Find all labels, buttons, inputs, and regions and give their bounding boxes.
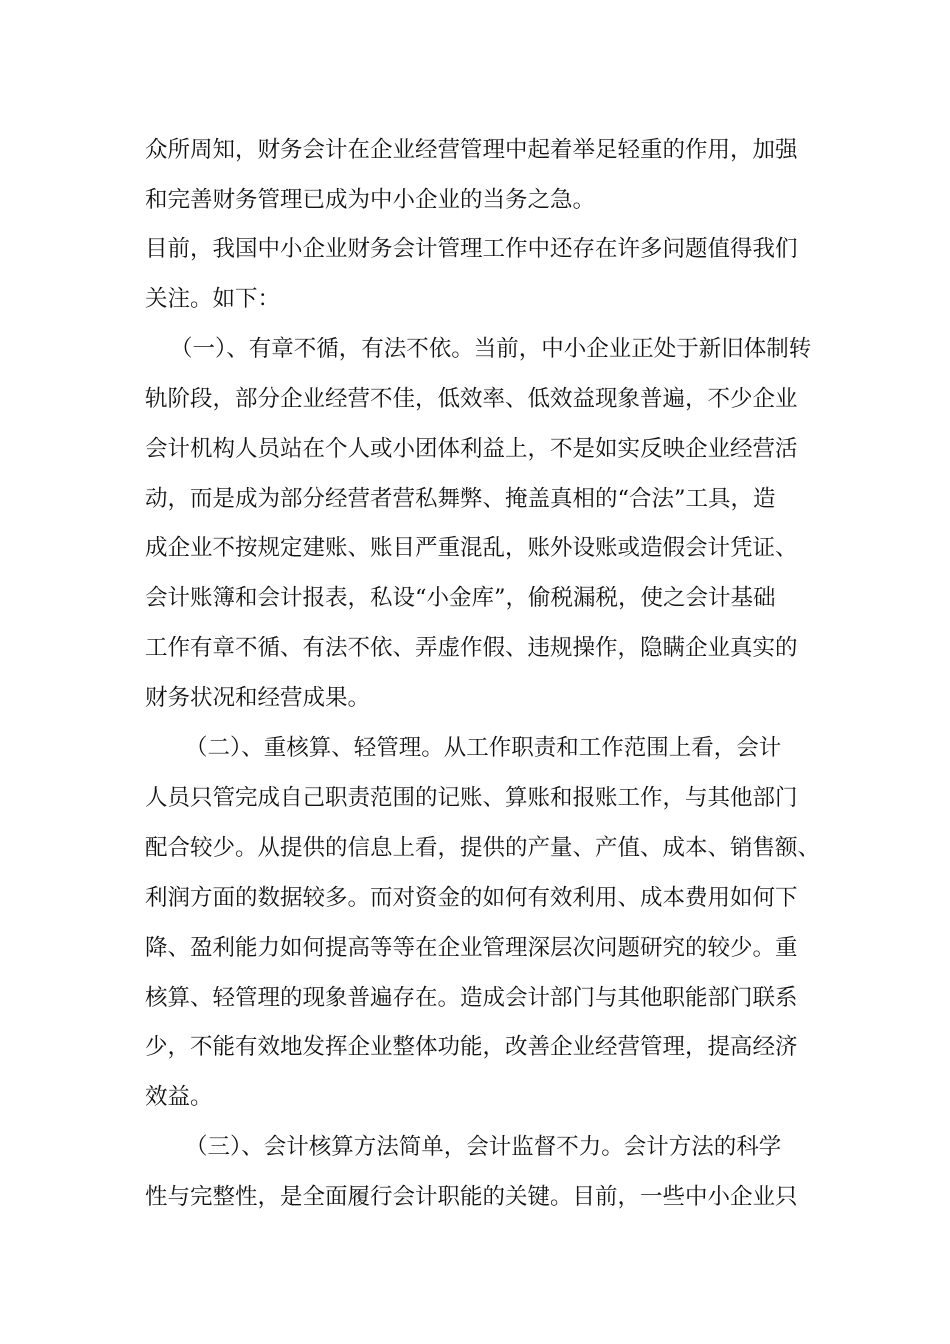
text-line: 工作有章不循、有法不依、弄虚作假、违规操作，隐瞒企业真实的 bbox=[145, 635, 798, 661]
text-line: 性与完整性，是全面履行会计职能的关键。目前，一些中小企业只 bbox=[145, 1184, 798, 1210]
text-line: 会计机构人员站在个人或小团体利益上，不是如实反映企业经营活 bbox=[145, 436, 798, 462]
text-line: （一）、有章不循，有法不依。当前，中小企业正处于新旧体制转 bbox=[170, 336, 812, 362]
text-line: 利润方面的数据较多。而对资金的如何有效利用、成本费用如何下 bbox=[145, 885, 798, 911]
text-line: 和完善财务管理已成为中小企业的当务之急。 bbox=[145, 187, 596, 213]
text-line: （三）、会计核算方法简单，会计监督不力。会计方法的科学 bbox=[185, 1134, 782, 1160]
text-line: 降、盈利能力如何提高等等在企业管理深层次问题研究的较少。重 bbox=[145, 935, 798, 961]
text-line: 少，不能有效地发挥企业整体功能，改善企业经营管理，提高经济 bbox=[145, 1034, 798, 1060]
text-line: 目前，我国中小企业财务会计管理工作中还存在许多问题值得我们 bbox=[145, 236, 798, 262]
text-line: 会计账簿和会计报表，私设“小金库”，偷税漏税，使之会计基础 bbox=[145, 585, 776, 611]
text-line: 轨阶段，部分企业经营不佳，低效率、低效益现象普遍，不少企业 bbox=[145, 386, 798, 412]
text-line: 众所周知，财务会计在企业经营管理中起着举足轻重的作用，加强 bbox=[145, 137, 798, 163]
text-line: 动，而是成为部分经营者营私舞弊、掩盖真相的“合法”工具，造 bbox=[145, 486, 776, 512]
text-line: 关注。如下： bbox=[145, 286, 281, 312]
text-line: 人员只管完成自己职责范围的记账、算账和报账工作，与其他部门 bbox=[145, 785, 798, 811]
text-line: 效益。 bbox=[145, 1084, 213, 1110]
text-line: （二）、重核算、轻管理。从工作职责和工作范围上看，会计 bbox=[185, 735, 782, 761]
text-line: 成企业不按规定建账、账目严重混乱，账外设账或造假会计凭证、 bbox=[145, 535, 798, 561]
text-line: 财务状况和经营成果。 bbox=[145, 685, 371, 711]
text-line: 配合较少。从提供的信息上看，提供的产量、产值、成本、销售额、 bbox=[145, 835, 821, 861]
text-line: 核算、轻管理的现象普遍存在。造成会计部门与其他职能部门联系 bbox=[145, 985, 798, 1011]
